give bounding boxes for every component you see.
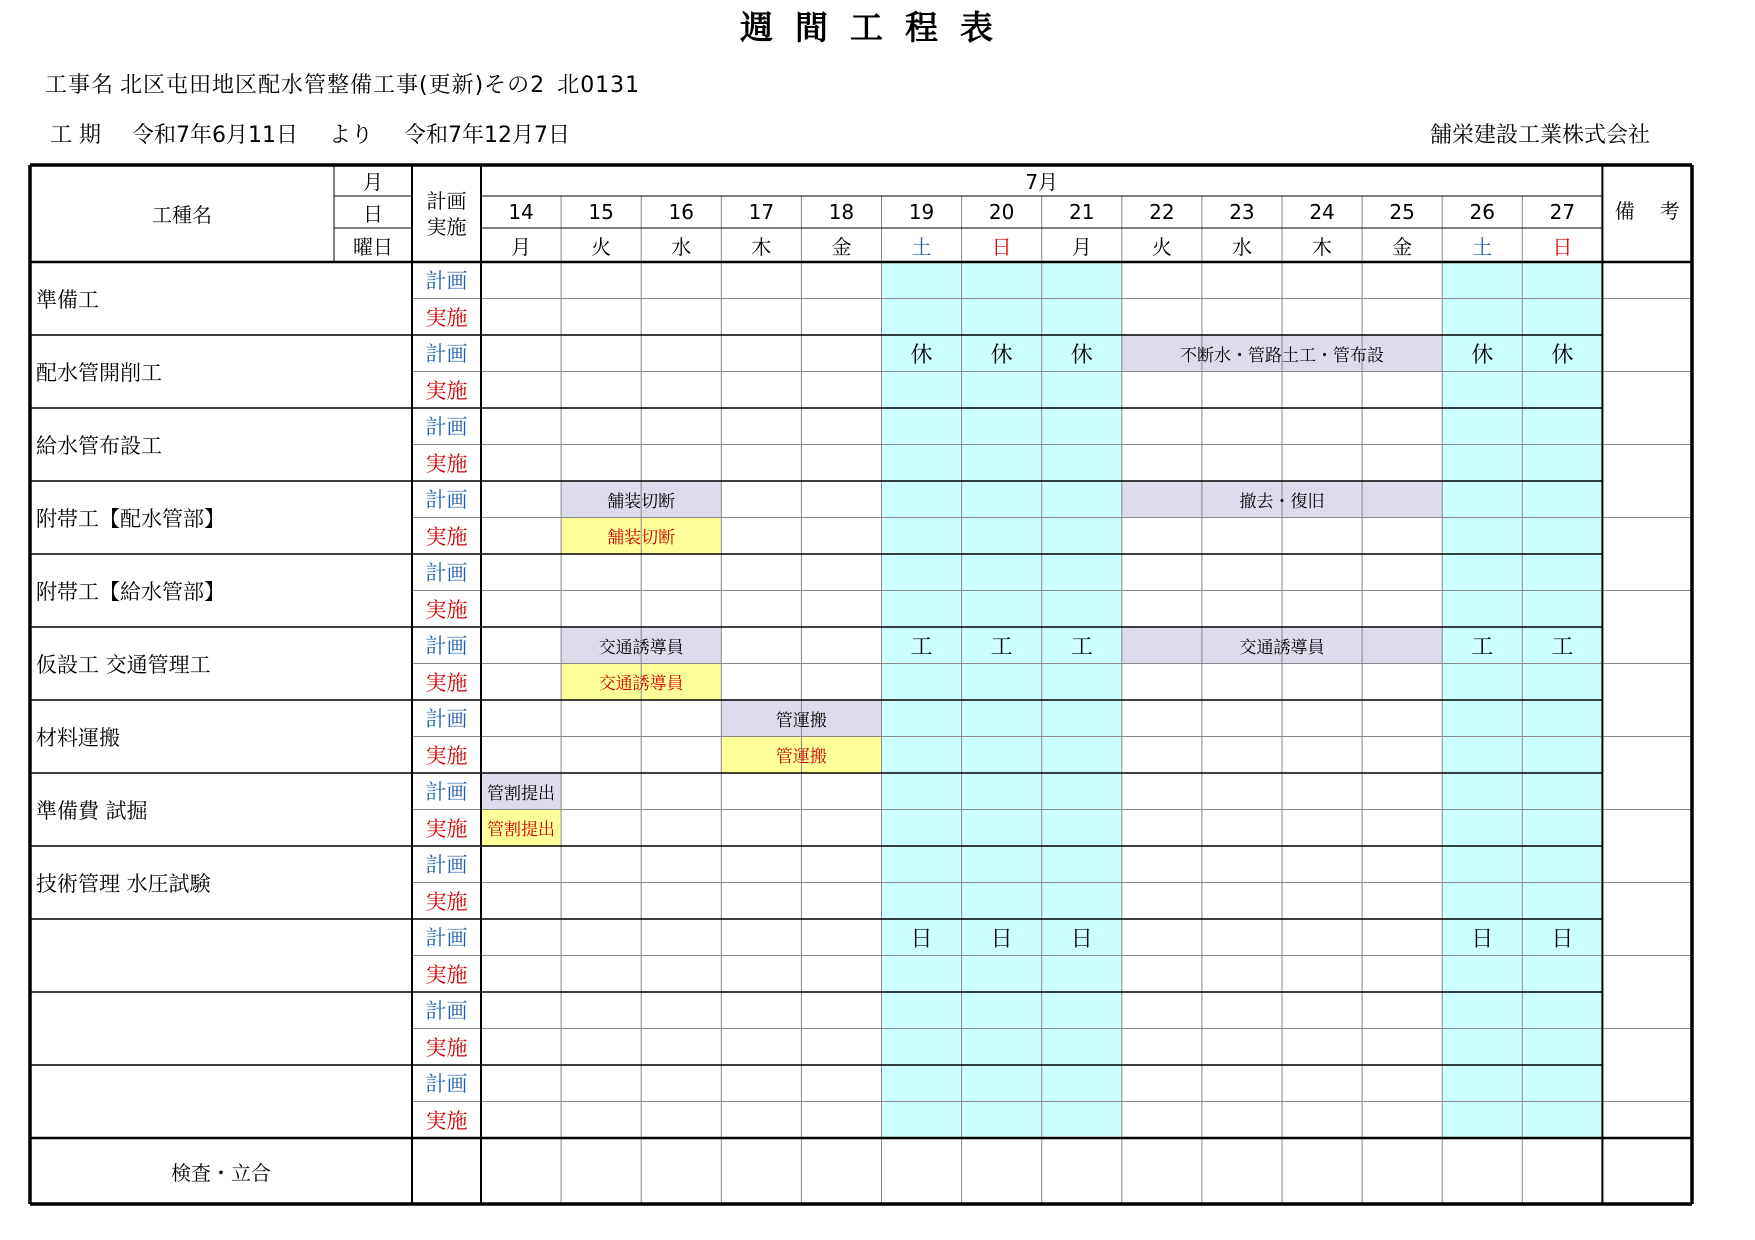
work-row-name — [30, 992, 412, 1065]
work-row-name — [30, 1065, 412, 1138]
page-title: 週間工程表 — [740, 8, 1015, 47]
day-number: 14 — [508, 200, 534, 224]
plan-label: 計画 — [425, 415, 468, 440]
period-end: 令和7年12月7日 — [404, 123, 571, 148]
work-row-name: 附帯工【給水管部】 — [36, 579, 225, 604]
project-name: 北区屯田地区配水管整備工事(更新)その2 — [120, 73, 546, 98]
actual-label: 実施 — [425, 670, 468, 695]
actual-label: 実施 — [425, 889, 468, 914]
plan-label: 計画 — [425, 634, 468, 659]
day-number: 20 — [988, 200, 1015, 224]
project-label: 工事名 — [45, 73, 115, 98]
holiday-column-shade — [1042, 262, 1122, 1136]
work-row-name: 材料運搬 — [36, 725, 120, 750]
plan-label: 計画 — [425, 269, 468, 294]
actual-label: 実施 — [425, 305, 468, 330]
actual-label: 実施 — [425, 816, 468, 841]
day-number: 22 — [1149, 200, 1175, 224]
actual-label: 実施 — [425, 597, 468, 622]
weekday-cell: 月 — [511, 234, 532, 259]
holiday-mark: 日 — [1551, 926, 1574, 952]
holiday-mark: 日 — [990, 926, 1013, 952]
project-code: 北0131 — [557, 73, 641, 98]
weekday-cell: 日 — [1552, 234, 1573, 259]
actual-bar-label: 舗装切断 — [607, 528, 676, 549]
actual-label: 実施 — [425, 743, 468, 768]
plan-label: 計画 — [425, 853, 468, 878]
remarks-char: 考 — [1659, 199, 1680, 223]
period-label: 工 期 — [50, 123, 101, 148]
day-label: 日 — [363, 201, 383, 226]
actual-label: 実施 — [425, 378, 468, 403]
plan-label: 計画 — [425, 926, 468, 951]
weekday-cell: 月 — [1071, 234, 1092, 259]
plan-bar-label: 舗装切断 — [607, 491, 676, 512]
actual-label: 実施 — [425, 962, 468, 987]
holiday-mark: 休 — [1070, 342, 1093, 368]
weekday-cell: 金 — [1392, 234, 1413, 259]
holiday-mark: 工 — [1471, 634, 1494, 660]
holiday-mark: 工 — [1070, 634, 1093, 660]
weekday-cell: 土 — [911, 234, 932, 259]
work-row-name: 附帯工【配水管部】 — [36, 506, 225, 531]
actual-bar-label: 管割提出 — [487, 820, 556, 841]
holiday-mark: 工 — [910, 634, 933, 660]
weekday-cell: 火 — [591, 234, 612, 259]
holiday-mark: 工 — [990, 634, 1013, 660]
plan-label: 計画 — [425, 999, 468, 1024]
month-label: 月 — [363, 170, 383, 194]
actual-bar-label: 交通誘導員 — [598, 674, 684, 695]
holiday-mark: 休 — [910, 342, 933, 368]
actual-label: 実施 — [425, 1108, 468, 1133]
plan-label: 計画 — [425, 1072, 468, 1097]
weekday-cell: 土 — [1472, 234, 1493, 259]
day-number: 25 — [1389, 200, 1415, 224]
day-number: 27 — [1549, 200, 1576, 224]
weekday-cell: 日 — [991, 234, 1012, 259]
period-start: 令和7年6月11日 — [132, 123, 298, 148]
day-number: 19 — [908, 200, 935, 224]
plan-label: 計画 — [425, 707, 468, 732]
inspection-label: 検査・立合 — [171, 1160, 271, 1185]
company-name: 舗栄建設工業株式会社 — [1430, 123, 1651, 148]
plan-bar-label: 不断水・管路土工・管布設 — [1179, 345, 1384, 366]
holiday-mark: 休 — [990, 342, 1013, 368]
weekday-label: 曜日 — [353, 234, 393, 259]
plan-label: 計画 — [425, 561, 468, 586]
actual-label: 実施 — [425, 524, 468, 549]
day-number: 21 — [1069, 200, 1095, 224]
work-row-name: 給水管布設工 — [36, 433, 162, 458]
work-row-name: 準備工 — [36, 287, 99, 312]
plan-bar-label: 管割提出 — [487, 783, 556, 804]
holiday-mark: 日 — [910, 926, 933, 952]
holiday-mark: 日 — [1471, 926, 1494, 952]
day-number: 23 — [1229, 200, 1255, 224]
day-number: 17 — [748, 200, 775, 224]
month-header: 7月 — [1025, 170, 1059, 194]
plan-bar-label: 管運搬 — [775, 710, 827, 731]
plan-label: 計画 — [425, 780, 468, 805]
period-from: より — [329, 123, 374, 148]
weekday-cell: 水 — [1231, 234, 1252, 259]
work-row-name: 仮設工 交通管理工 — [36, 652, 211, 677]
day-number: 18 — [828, 200, 855, 224]
plan-label: 計画 — [425, 342, 468, 367]
weekday-cell: 金 — [831, 234, 852, 259]
plan-bar-label: 撤去・復旧 — [1239, 491, 1325, 512]
holiday-mark: 休 — [1471, 342, 1494, 368]
plan-actual-header: 計画実施 — [426, 188, 467, 239]
weekday-cell: 火 — [1151, 234, 1172, 259]
work-row-name: 準備費 試掘 — [36, 798, 148, 823]
plan-bar-label: 交通誘導員 — [1239, 637, 1325, 658]
weekday-cell: 水 — [671, 234, 692, 259]
actual-label: 実施 — [425, 451, 468, 476]
actual-bar-label: 管運搬 — [775, 747, 827, 768]
remarks-char: 備 — [1614, 199, 1635, 223]
holiday-mark: 休 — [1551, 342, 1574, 368]
day-number: 16 — [668, 200, 694, 224]
holiday-mark: 工 — [1551, 634, 1574, 660]
day-number: 24 — [1309, 200, 1335, 224]
holiday-mark: 日 — [1070, 926, 1093, 952]
day-number: 26 — [1469, 200, 1495, 224]
weekday-cell: 木 — [1312, 234, 1333, 259]
work-type-header: 工種名 — [152, 203, 212, 227]
plan-label: 計画 — [425, 488, 468, 513]
work-row-name — [30, 919, 412, 992]
weekday-cell: 木 — [751, 234, 772, 259]
actual-label: 実施 — [425, 1035, 468, 1060]
day-number: 15 — [588, 200, 614, 224]
work-row-name: 技術管理 水圧試験 — [36, 871, 211, 896]
plan-bar-label: 交通誘導員 — [598, 637, 684, 658]
work-row-name: 配水管開削工 — [36, 360, 162, 385]
remarks-header — [1602, 165, 1692, 262]
